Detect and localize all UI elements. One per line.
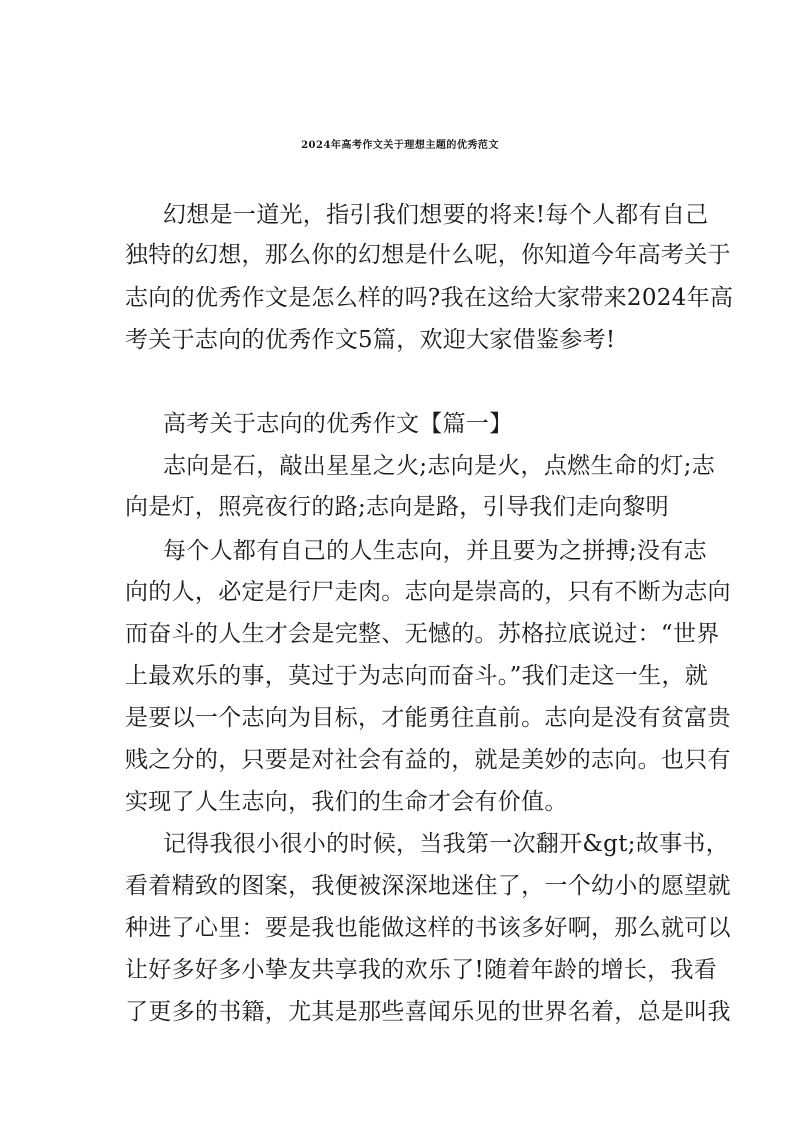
intro-line: 志向的优秀作文是怎么样的吗?我在这给大家带来2024年高 bbox=[125, 285, 734, 311]
paragraph-line: 是要以一个志向为目标，才能勇往直前。志向是没有贫富贵 bbox=[125, 705, 731, 731]
paragraph-line: 看着精致的图案，我便被深深地迷住了，一个幼小的愿望就 bbox=[125, 873, 731, 899]
intro-line: 考关于志向的优秀作文5篇，欢迎大家借鉴参考! bbox=[125, 327, 616, 353]
paragraph-line: 上最欢乐的事，莫过于为志向而奋斗。”我们走这一生，就 bbox=[125, 663, 709, 689]
paragraph-line: 向是灯，照亮夜行的路;志向是路，引导我们走向黎明 bbox=[125, 494, 669, 520]
paragraph-line: 志向是石，敲出星星之火;志向是火，点燃生命的灯;志 bbox=[163, 453, 715, 479]
paragraph-line: 实现了人生志向，我们的生命才会有价值。 bbox=[125, 789, 568, 815]
paragraph-line: 让好多好多小挚友共享我的欢乐了!随着年龄的增长，我看 bbox=[125, 957, 718, 983]
paragraph-line: 种进了心里：要是我也能做这样的书该多好啊，那么就可以 bbox=[125, 915, 731, 941]
paragraph-line: 记得我很小很小的时候，当我第一次翻开&gt;故事书， bbox=[163, 831, 729, 857]
paragraph-line: 了更多的书籍，尤其是那些喜闻乐见的世界名着，总是叫我 bbox=[125, 999, 731, 1025]
section-heading: 高考关于志向的优秀作文【篇一】 bbox=[163, 411, 513, 437]
intro-line: 独特的幻想，那么你的幻想是什么呢，你知道今年高考关于 bbox=[125, 242, 731, 268]
paragraph-line: 每个人都有自己的人生志向，并且要为之拼搏;没有志 bbox=[163, 538, 707, 564]
paragraph-line: 而奋斗的人生才会是完整、无憾的。苏格拉底说过：“世界 bbox=[125, 621, 720, 647]
document-title: 2024年高考作文关于理想主题的优秀范文 bbox=[301, 140, 499, 151]
paragraph-line: 贱之分的，只要是对社会有益的，就是美妙的志向。也只有 bbox=[125, 747, 731, 773]
intro-line: 幻想是一道光，指引我们想要的将来!每个人都有自己 bbox=[163, 202, 709, 228]
paragraph-line: 向的人，必定是行尸走肉。志向是崇高的，只有不断为志向 bbox=[125, 579, 731, 605]
